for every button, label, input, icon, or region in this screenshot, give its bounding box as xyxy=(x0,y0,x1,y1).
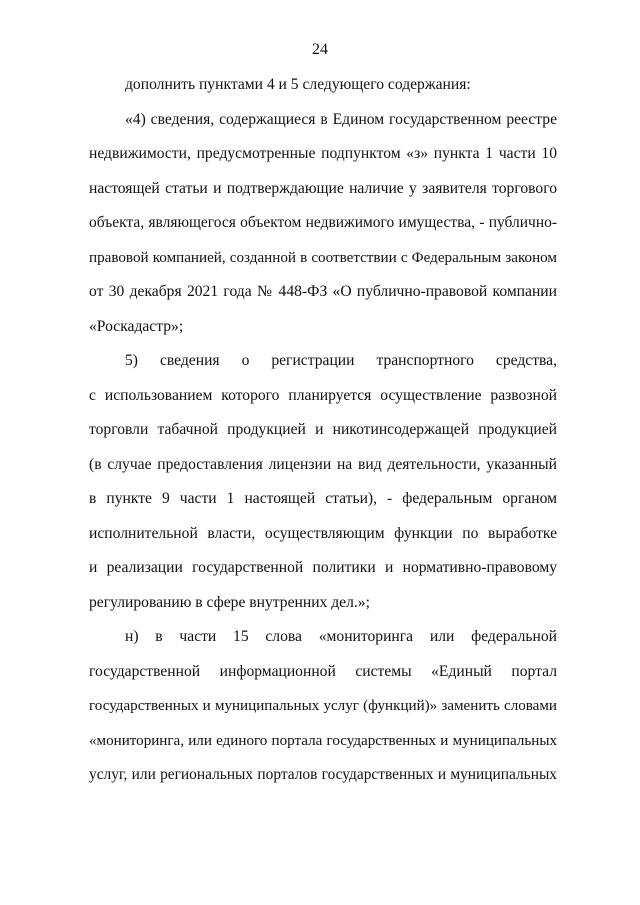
text-line: и реализации государственной политики и нормативно-правовому xyxy=(89,559,557,576)
document-body xyxy=(89,68,557,793)
text-line: государственной информационной системы «Единый портал xyxy=(89,662,557,680)
text-line: «мониторинга, или единого портала государственных и муниципальных xyxy=(89,732,557,749)
text-line: услуг, или региональных порталов государственных и муниципальных xyxy=(89,766,557,783)
text-line: регулированию в сфере внутренних дел.»; xyxy=(89,593,370,611)
text-line: исполнительной власти, осуществляющим функции по выработке xyxy=(89,524,557,542)
text-line: в пункте 9 части 1 настоящей статьи), - федеральным органом xyxy=(89,490,557,507)
text-line: торговли табачной продукцией и никотинсодержащей продукцией xyxy=(89,421,557,438)
text-line: 5) сведения о регистрации транспортного средства, xyxy=(125,352,557,369)
text-line: объекта, являющегося объектом недвижимого имущества, - публично- xyxy=(89,214,557,231)
text-line: н) в части 15 слова «мониторинга или федеральной xyxy=(125,628,557,645)
text-line: с использованием которого планируется осуществление развозной xyxy=(89,386,557,404)
text-line: недвижимости, предусмотренные подпунктом «з» пункта 1 части 10 xyxy=(89,145,557,162)
text-line: «Роскадастр»; xyxy=(89,317,184,335)
text-line: (в случае предоставления лицензии на вид деятельности, указанный xyxy=(89,455,557,473)
text-line: дополнить пунктами 4 и 5 следующего содержания: xyxy=(125,76,471,93)
text-line: правовой компанией, созданной в соответствии с Федеральным законом xyxy=(89,249,557,266)
text-line: государственных и муниципальных услуг (функций)» заменить словами xyxy=(89,698,557,714)
text-line: «4) сведения, содержащиеся в Едином государственном реестре xyxy=(125,110,557,128)
text-line: от 30 декабря 2021 года № 448-ФЗ «О публично-правовой компании xyxy=(89,283,557,300)
text-line: настоящей статьи и подтверждающие наличие у заявителя торгового xyxy=(89,179,557,197)
page-number: 24 xyxy=(312,41,328,58)
